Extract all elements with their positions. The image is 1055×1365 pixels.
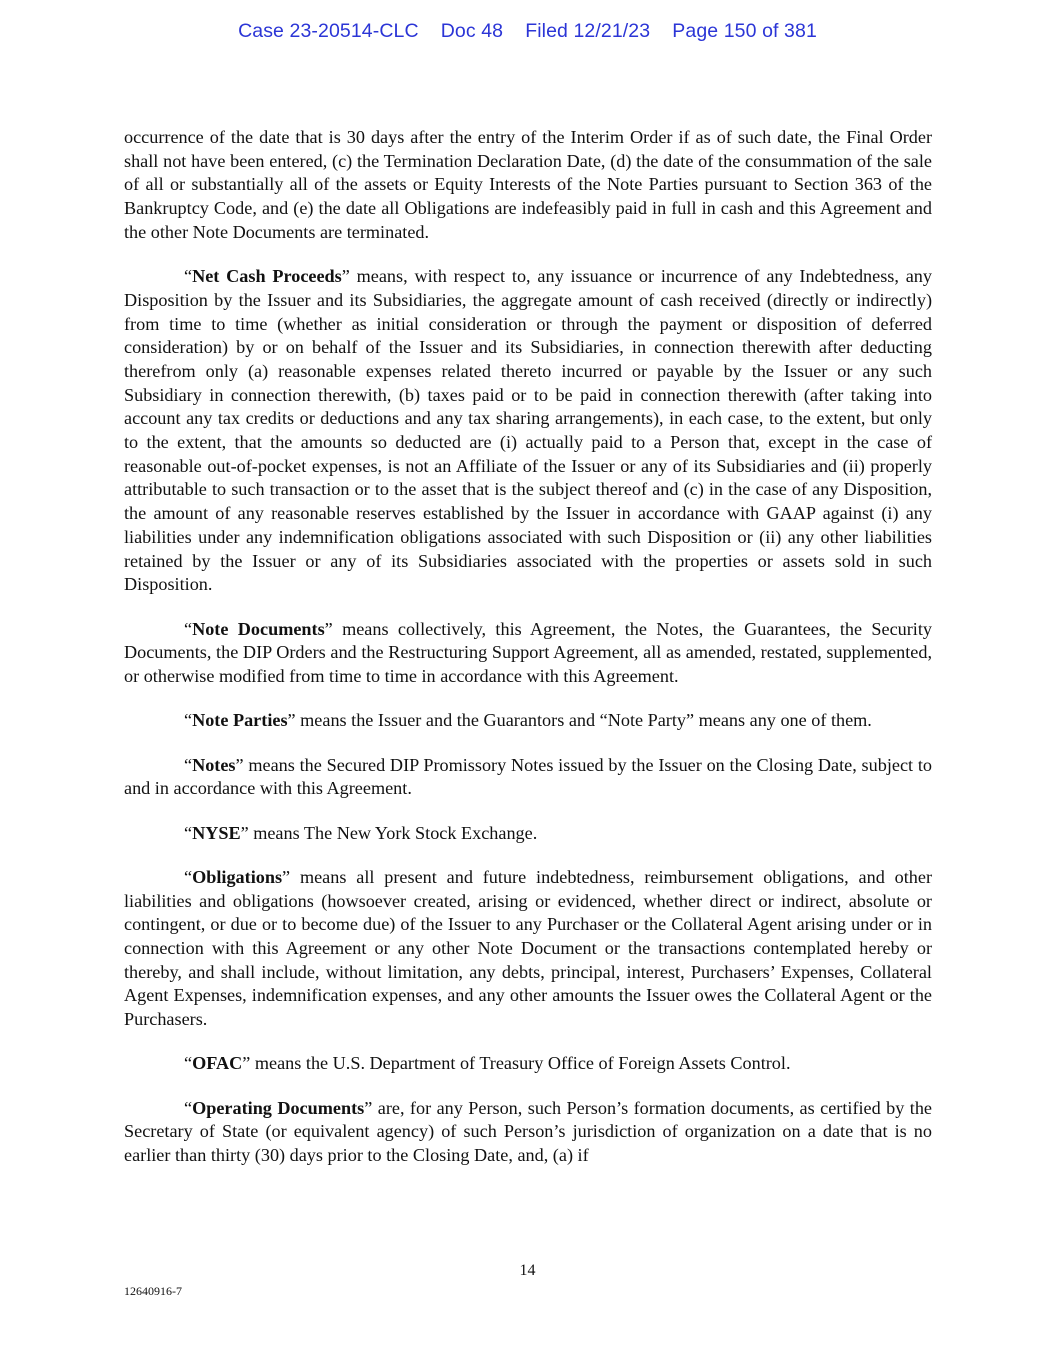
defined-term: Net Cash Proceeds [192,266,342,287]
defined-term: NYSE [192,822,241,843]
doc-number: Doc 48 [440,20,504,42]
definition-notes: “Notes” means the Secured DIP Promissory Notes issued by the Issuer on the Closing Date, subject to and in accordance with this Agreement. [124,754,932,799]
document-id: 12640916-7 [124,1284,182,1298]
defined-term: Operating Documents [192,1097,365,1118]
definition-note-parties: “Note Parties” means the Issuer and the Guarantors and “Note Party” means any one of them. [184,710,872,731]
filing-header [0,20,1055,43]
defined-term: Obligations [192,866,283,887]
paragraph-continuation: occurrence of the date that is 30 days after the entry of the Interim Order if as of such date, the Final Order shall not have been entered, (c) the Termination Declaration Date, (d) the date of the consummation of the sale of all or substantially all of the assets or Equity Interests of the Note Parties pursuant to Section 363 of the Bankruptcy Code, and (e) the date all Obligations are indefeasibly paid in full in cash and this Agreement and the other Note Documents are terminated. [124,127,932,242]
definition-ofac: “OFAC” means the U.S. Department of Treasury Office of Foreign Assets Control. [184,1053,791,1074]
page-number: 14 [519,1262,536,1279]
definition-note-documents: “Note Documents” means collectively, this Agreement, the Notes, the Guarantees, the Security Documents, the DIP Orders and the Restructuring Support Agreement, all as amended, restated, supplemented, or otherwise modified from time to time in accordance with this Agreement. [124,618,932,686]
defined-term: Note Parties [192,710,288,731]
page-indicator: Page 150 of 381 [672,20,817,42]
definition-net-cash-proceeds: “Net Cash Proceeds” means, with respect to, any issuance or incurrence of any Indebtedness, any Disposition by the Issuer and its Subsidiaries, the aggregate amount of cash received (directly or indirectly) from time to time (whether as initial consideration or through the payment or disposition of deferred consideration) by or on behalf of the Issuer and its Subsidiaries, in connection therewith after deducting therefrom only (a) reasonable expenses related thereto incurred or payable by the Issuer or any such Subsidiary in connection therewith, (b) taxes paid or to be paid in connection therewith (after taking into account any tax credits or deductions and any tax sharing arrangements), in each case, to the extent, but only to the extent, that the amounts so deducted are (i) actually paid to a Person that, except in the case of reasonable out-of-pocket expenses, is not an Affiliate of the Issuer or any of its Subsidiaries and (ii) properly attributable to such transaction or to the asset that is the subject thereof and (c) in the case of any Disposition, the amount of any reasonable reserves established by the Issuer in accordance with GAAP against (i) any liabilities under any indemnification obligations associated with such Disposition or (ii) any other liabilities retained by the Issuer or any of its Subsidiaries associated with the properties or assets sold in such Disposition. [124,266,932,595]
document-body [124,126,932,1188]
defined-term: Note Documents [192,618,325,639]
definition-operating-documents: “Operating Documents” are, for any Person, such Person’s formation documents, as certified by the Secretary of State (or equivalent agency) of such Person’s jurisdiction of organization on a date that is no earlier than thirty (30) days prior to the Closing Date, and, (a) if [124,1097,932,1166]
defined-term: OFAC [192,1053,243,1074]
definition-obligations: “Obligations” means all present and future indebtedness, reimbursement obligations, and other liabilities and obligations (howsoever created, arising or evidenced, whether direct or indirect, absolute or contingent, or due or to become due) of the Issuer to any Purchaser or the Collateral Agent arising under or in connection with this Agreement or any other Note Document or the transactions contemplated hereby or thereby, and shall include, without limitation, any debts, principal, interest, Purchasers’ Expenses, Collateral Agent Expenses, indemnification expenses, and any other amounts the Issuer owes the Collateral Agent or the Purchasers. [124,866,932,1030]
case-number: Case 23-20514-CLC [238,20,419,42]
defined-term: Notes [192,754,236,775]
filed-date: Filed 12/21/23 [525,20,651,42]
definition-nyse: “NYSE” means The New York Stock Exchange. [184,822,538,843]
